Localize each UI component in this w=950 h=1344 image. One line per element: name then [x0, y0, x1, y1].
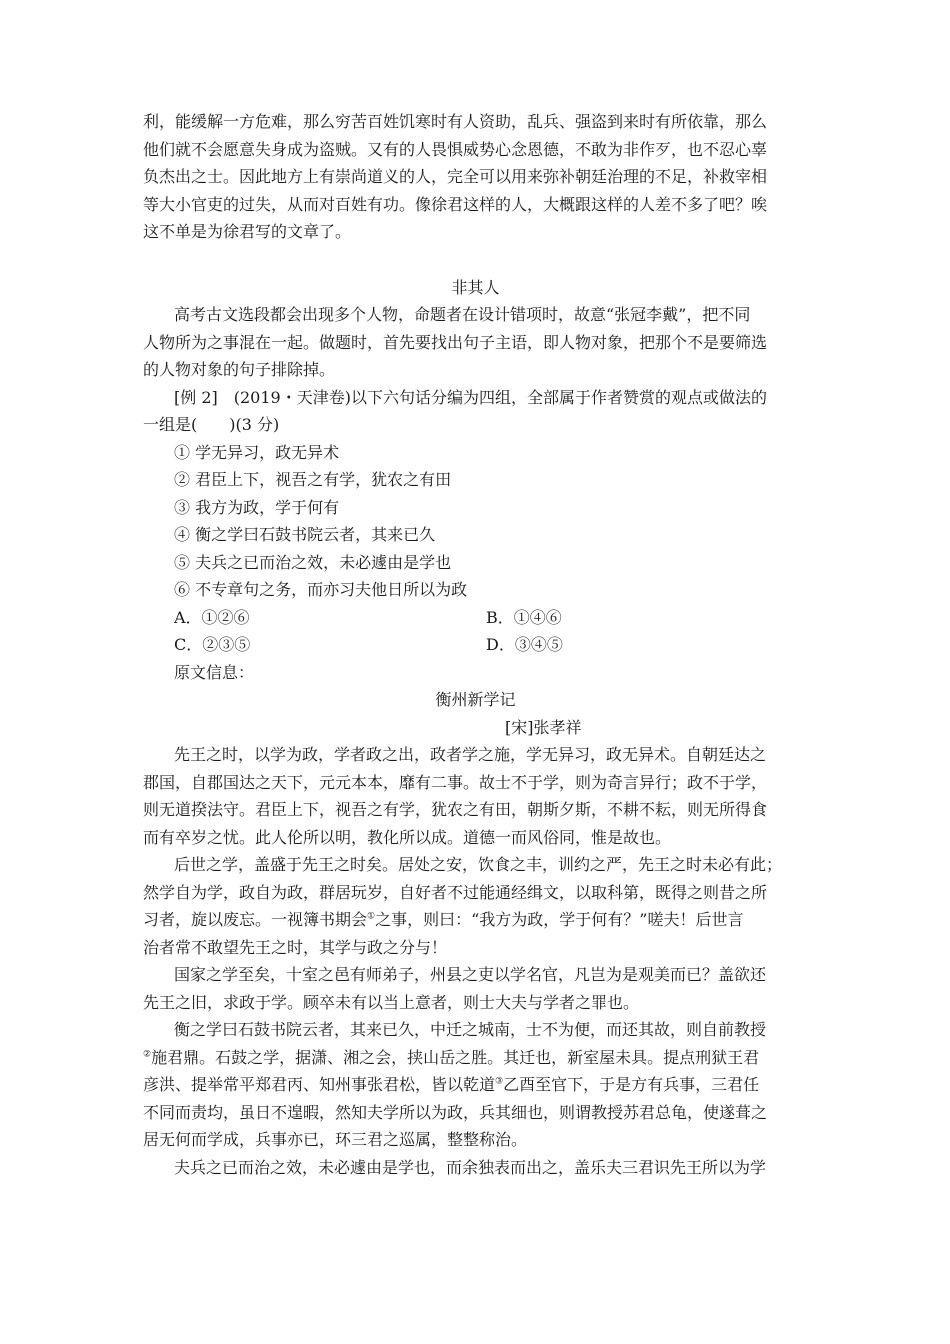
- sentence-item: ② 君臣上下，视吾之有学，犹农之有田: [174, 470, 452, 489]
- option-b: B．①④⑥: [486, 607, 562, 627]
- text-segment: 习者，旋以废忘。一视簿书期会: [143, 910, 368, 929]
- intro-paragraph: [143, 108, 808, 246]
- text-line: 他们就不会愿意失身成为盗贼。又有的人畏惧威势心念恩德，不敢为非作歹，也不忍心辜: [143, 139, 768, 159]
- article-paragraph-4: [143, 1016, 808, 1154]
- footnote-marker: ②: [143, 1049, 152, 1060]
- article-title: 衡州新学记: [435, 690, 516, 709]
- footnote-marker: ①: [367, 911, 376, 922]
- text-line: 郡国，自郡国达之天下，元元本本，靡有二事。故士不于学，则为奇言异行；政不于学，: [143, 772, 768, 792]
- source-label: 原文信息：: [174, 662, 255, 682]
- sentence-item: ④ 衡之学曰石鼓书院云者，其来已久: [174, 525, 436, 544]
- text-line: 国家之学至矣，十室之邑有师弟子，州县之吏以学名官，凡岂为是观美而已？盖欲还: [174, 965, 767, 984]
- text-line: 先王之旧，求政于学。顾卒未有以当上意者，则士大夫与学者之罪也。: [143, 992, 640, 1012]
- text-line: [143, 1044, 808, 1072]
- document-page: [143, 108, 808, 1181]
- text-line: 高考古文选段都会出现多个人物，命题者在设计错项时，故意“张冠李戴”，把不同: [174, 305, 751, 324]
- text-line: 负杰出之士。因此地方上有崇尚道义的人，完全可以用来弥补朝廷治理的不足，补救宰相: [143, 167, 768, 186]
- sentence-item: ⑥ 不专章句之务，而亦习夫他日所以为政: [174, 580, 468, 599]
- section-intro: [143, 301, 808, 384]
- text-line: 的人物对象的句子排除掉。: [143, 360, 336, 379]
- question-stem: [例 2] (2019・天津卷)以下六句话分编为四组，全部属于作者赞赏的观点或做法的: [174, 387, 767, 407]
- option-d: D．③④⑤: [486, 635, 563, 654]
- article-paragraph-1: [143, 741, 808, 851]
- text-line: 则无道揆法守。君臣上下，视吾之有学，犹农之有田，朝斯夕斯，不耕不耘，则无所得食: [143, 800, 768, 819]
- text-line: 居无何而学成，兵事亦已，环三君之巡属，整整称治。: [143, 1130, 528, 1149]
- footnote-marker: ③: [495, 1076, 504, 1087]
- text-segment: 彦洪、提举常平郑君丙、知州事张君松，皆以乾道: [143, 1075, 496, 1094]
- text-line: 而有卒岁之忧。此人伦所以明，教化所以成。道德一而风俗同，惟是故也。: [143, 827, 672, 847]
- option-a: A．①②⑥: [174, 607, 250, 627]
- option-c: C．②③⑤: [174, 635, 251, 654]
- text-line: 治者常不敢望先王之时，其学与政之分与！: [143, 937, 448, 957]
- text-line: 夫兵之已而治之效，未必遽由是学也，而余独表而出之，盖乐夫三君识先王所以为学: [174, 1157, 767, 1177]
- article-paragraph-5: [143, 1154, 808, 1182]
- text-segment: 之事，则曰：“我方为政，学于何有？”嗟夫！后世言: [375, 910, 744, 929]
- text-line: 不同而责均，虽日不遑暇，然知夫学所以为政，兵其细也，则谓教授苏君总龟，使遂葺之: [143, 1102, 768, 1122]
- text-line: 人物所为之事混在一起。做题时，首先要找出句子主语，即人物对象，把那个不是要筛选: [143, 332, 768, 352]
- text-line: [143, 906, 808, 934]
- article-author: [宋]张孝祥: [505, 717, 582, 737]
- article-paragraph-3: [143, 961, 808, 1016]
- sentence-item: ① 学无异习，政无异术: [174, 442, 340, 462]
- article-paragraph-2: [143, 851, 808, 961]
- answer-options-row: [143, 604, 808, 632]
- text-line: 这不单是为徐君写的文章了。: [143, 222, 352, 241]
- text-line: 然学自为学，政自为政，群居玩岁，自好者不过能通经缉文，以取科第，既得之则昔之所: [143, 882, 768, 902]
- text-line: 后世之学，盖盛于先王之时矣。居处之安，饮食之丰，训约之严，先王之时未必有此；: [174, 855, 783, 874]
- spacer: [143, 246, 808, 274]
- sentence-item: ⑤ 夫兵之已而治之效，未必遽由是学也: [174, 552, 452, 572]
- question-stem: 一组是( )(3 分): [143, 415, 280, 434]
- sentence-item: ③ 我方为政，学于何有: [174, 497, 340, 517]
- text-line: 利，能缓解一方危难，那么穷苦百姓饥寒时有人资助，乱兵、强盗到来时有所依靠，那么: [143, 112, 768, 131]
- example-question: [143, 384, 808, 659]
- text-segment: 乙酉至官下，于是方有兵事，三君任: [503, 1075, 760, 1094]
- section-title: 非其人: [451, 277, 500, 297]
- text-line: 先王之时，以学为政，学者政之出，政者学之施，学无异习，政无异术。自朝廷达之: [174, 745, 767, 764]
- answer-options-row: [143, 631, 808, 659]
- text-segment: 施君鼎。石鼓之学，据潇、湘之会，挟山岳之胜。其迁也，新室屋未具。提点刑狱王君: [151, 1047, 760, 1067]
- text-line: [143, 1071, 808, 1099]
- text-line: 衡之学曰石鼓书院云者，其来已久，中迁之城南，士不为便，而还其故，则自前教授: [174, 1020, 767, 1039]
- text-line: 等大小官吏的过失，从而对百姓有功。像徐君这样的人，大概跟这样的人差不多了吧？唉: [143, 194, 768, 214]
